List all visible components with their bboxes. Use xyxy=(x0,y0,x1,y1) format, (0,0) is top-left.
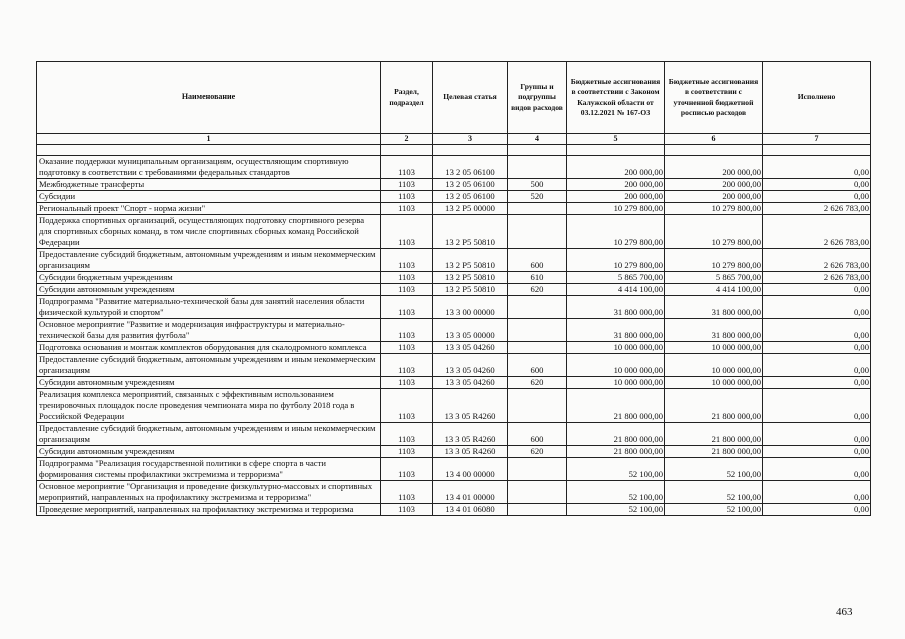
row-expense-group: 620 xyxy=(508,284,567,296)
table-row xyxy=(37,191,871,203)
row-budget-law: 10 000 000,00 xyxy=(567,377,665,389)
row-name: Основное мероприятие "Организация и проведение физкультурно-массовых и спортивных мероприятий, направленных на профилактику экстремизма и терроризма" xyxy=(37,481,381,504)
row-target-article: 13 2 P5 50810 xyxy=(433,284,508,296)
column-number: 7 xyxy=(763,134,871,145)
row-section: 1103 xyxy=(381,377,433,389)
row-target-article: 13 3 05 04260 xyxy=(433,377,508,389)
table-row xyxy=(37,342,871,354)
table-row xyxy=(37,156,871,179)
row-budget-law: 10 000 000,00 xyxy=(567,354,665,377)
header-budget-refined: Бюджетные ассигнования в соответствии с уточненной бюджетной росписью расходов xyxy=(665,62,763,134)
row-section: 1103 xyxy=(381,156,433,179)
row-executed: 0,00 xyxy=(763,458,871,481)
row-name: Поддержка спортивных организаций, осуществляющих подготовку спортивного резерва для спортивных сборных команд, в том числе спортивных сборных команд Российской Федерации xyxy=(37,215,381,249)
row-budget-refined: 21 800 000,00 xyxy=(665,423,763,446)
column-number: 5 xyxy=(567,134,665,145)
table-row xyxy=(37,481,871,504)
row-budget-law: 21 800 000,00 xyxy=(567,423,665,446)
row-executed: 0,00 xyxy=(763,284,871,296)
row-section: 1103 xyxy=(381,249,433,272)
row-budget-law: 21 800 000,00 xyxy=(567,389,665,423)
row-budget-refined: 52 100,00 xyxy=(665,481,763,504)
row-target-article: 13 3 05 R4260 xyxy=(433,389,508,423)
row-target-article: 13 2 P5 50810 xyxy=(433,215,508,249)
row-executed: 0,00 xyxy=(763,156,871,179)
row-name: Подпрограмма "Реализация государственной политики в сфере спорта в части формирования системы профилактики экстремизма и терроризма" xyxy=(37,458,381,481)
table-row xyxy=(37,249,871,272)
row-budget-law: 200 000,00 xyxy=(567,156,665,179)
row-section: 1103 xyxy=(381,342,433,354)
table-row xyxy=(37,377,871,389)
row-expense-group xyxy=(508,389,567,423)
row-name: Подпрограмма "Развитие материально-технической базы для занятий населения области физической культурой и спортом" xyxy=(37,296,381,319)
row-budget-law: 5 865 700,00 xyxy=(567,272,665,284)
row-target-article: 13 3 05 R4260 xyxy=(433,446,508,458)
row-target-article: 13 3 05 04260 xyxy=(433,354,508,377)
row-executed: 0,00 xyxy=(763,191,871,203)
row-section: 1103 xyxy=(381,203,433,215)
table-row xyxy=(37,296,871,319)
column-number: 4 xyxy=(508,134,567,145)
row-budget-law: 31 800 000,00 xyxy=(567,319,665,342)
row-executed: 0,00 xyxy=(763,342,871,354)
row-name: Региональный проект "Спорт - норма жизни" xyxy=(37,203,381,215)
row-target-article: 13 2 05 06100 xyxy=(433,156,508,179)
row-section: 1103 xyxy=(381,389,433,423)
header-target-article: Целевая статья xyxy=(433,62,508,134)
row-target-article: 13 3 00 00000 xyxy=(433,296,508,319)
row-section: 1103 xyxy=(381,272,433,284)
row-section: 1103 xyxy=(381,179,433,191)
row-expense-group xyxy=(508,203,567,215)
row-budget-law: 52 100,00 xyxy=(567,504,665,516)
column-number: 6 xyxy=(665,134,763,145)
table-body xyxy=(37,145,871,516)
row-budget-refined: 31 800 000,00 xyxy=(665,296,763,319)
table-header xyxy=(37,62,871,145)
row-executed: 0,00 xyxy=(763,504,871,516)
row-budget-refined: 31 800 000,00 xyxy=(665,319,763,342)
row-section: 1103 xyxy=(381,481,433,504)
table-row xyxy=(37,284,871,296)
row-target-article: 13 2 P5 50810 xyxy=(433,272,508,284)
row-target-article: 13 3 05 R4260 xyxy=(433,423,508,446)
row-section: 1103 xyxy=(381,354,433,377)
row-name: Подготовка основания и монтаж комплектов оборудования для скалодромного комплекса xyxy=(37,342,381,354)
row-section: 1103 xyxy=(381,296,433,319)
table-row xyxy=(37,446,871,458)
row-target-article: 13 3 05 04260 xyxy=(433,342,508,354)
row-budget-law: 200 000,00 xyxy=(567,179,665,191)
row-section: 1103 xyxy=(381,191,433,203)
row-budget-refined: 10 279 800,00 xyxy=(665,215,763,249)
table-row xyxy=(37,215,871,249)
table-row xyxy=(37,354,871,377)
header-name: Наименование xyxy=(37,62,381,134)
row-section: 1103 xyxy=(381,458,433,481)
row-budget-law: 52 100,00 xyxy=(567,458,665,481)
row-expense-group: 610 xyxy=(508,272,567,284)
row-expense-group: 520 xyxy=(508,191,567,203)
row-expense-group: 600 xyxy=(508,354,567,377)
row-name: Оказание поддержки муниципальным организациям, осуществляющим спортивную подготовку в соответствии с требованиями федеральных стандартов xyxy=(37,156,381,179)
table-row xyxy=(37,389,871,423)
row-name: Проведение мероприятий, направленных на профилактику экстремизма и терроризма xyxy=(37,504,381,516)
row-budget-refined: 200 000,00 xyxy=(665,156,763,179)
row-name: Предоставление субсидий бюджетным, автономным учреждениям и иным некоммерческим организациям xyxy=(37,423,381,446)
row-target-article: 13 4 01 00000 xyxy=(433,481,508,504)
row-executed: 0,00 xyxy=(763,296,871,319)
table-row xyxy=(37,504,871,516)
row-budget-refined: 52 100,00 xyxy=(665,458,763,481)
row-expense-group: 600 xyxy=(508,423,567,446)
row-budget-refined: 10 279 800,00 xyxy=(665,249,763,272)
row-budget-law: 10 279 800,00 xyxy=(567,203,665,215)
row-expense-group xyxy=(508,215,567,249)
row-section: 1103 xyxy=(381,284,433,296)
row-name: Субсидии бюджетным учреждениям xyxy=(37,272,381,284)
row-target-article: 13 4 00 00000 xyxy=(433,458,508,481)
row-section: 1103 xyxy=(381,215,433,249)
column-number: 2 xyxy=(381,134,433,145)
table-row xyxy=(37,203,871,215)
row-budget-refined: 5 865 700,00 xyxy=(665,272,763,284)
row-budget-law: 21 800 000,00 xyxy=(567,446,665,458)
row-budget-refined: 10 000 000,00 xyxy=(665,377,763,389)
row-name: Субсидии автономным учреждениям xyxy=(37,446,381,458)
row-executed: 0,00 xyxy=(763,423,871,446)
table-row xyxy=(37,179,871,191)
row-expense-group xyxy=(508,504,567,516)
column-number: 1 xyxy=(37,134,381,145)
row-expense-group xyxy=(508,319,567,342)
row-expense-group xyxy=(508,296,567,319)
row-budget-law: 4 414 100,00 xyxy=(567,284,665,296)
row-budget-refined: 21 800 000,00 xyxy=(665,446,763,458)
row-executed: 2 626 783,00 xyxy=(763,249,871,272)
row-section: 1103 xyxy=(381,504,433,516)
row-name: Предоставление субсидий бюджетным, автономным учреждениям и иным некоммерческим организациям xyxy=(37,354,381,377)
column-number: 3 xyxy=(433,134,508,145)
row-expense-group xyxy=(508,342,567,354)
row-budget-law: 52 100,00 xyxy=(567,481,665,504)
row-expense-group xyxy=(508,458,567,481)
row-target-article: 13 4 01 06080 xyxy=(433,504,508,516)
row-expense-group xyxy=(508,156,567,179)
row-budget-refined: 10 000 000,00 xyxy=(665,342,763,354)
row-expense-group xyxy=(508,481,567,504)
row-budget-law: 10 279 800,00 xyxy=(567,215,665,249)
header-expense-group: Группы и подгруппы видов расходов xyxy=(508,62,567,134)
row-expense-group: 600 xyxy=(508,249,567,272)
row-section: 1103 xyxy=(381,446,433,458)
row-executed: 0,00 xyxy=(763,377,871,389)
row-target-article: 13 2 05 06100 xyxy=(433,179,508,191)
header-budget-law: Бюджетные ассигнования в соответствии с Законом Калужской области от 03.12.2021 № 167-ОЗ xyxy=(567,62,665,134)
spacer-row xyxy=(37,145,871,156)
row-budget-law: 10 000 000,00 xyxy=(567,342,665,354)
row-name: Основное мероприятие "Развитие и модернизация инфраструктуры и материально-технической базы для развития футбола" xyxy=(37,319,381,342)
row-budget-refined: 21 800 000,00 xyxy=(665,389,763,423)
row-budget-refined: 200 000,00 xyxy=(665,179,763,191)
row-name: Межбюджетные трансферты xyxy=(37,179,381,191)
row-name: Предоставление субсидий бюджетным, автономным учреждениям и иным некоммерческим организациям xyxy=(37,249,381,272)
row-target-article: 13 3 05 00000 xyxy=(433,319,508,342)
row-budget-refined: 200 000,00 xyxy=(665,191,763,203)
row-name: Реализация комплекса мероприятий, связанных с эффективным использованием тренировочных площадок после проведения чемпионата мира по футболу 2018 года в Российской Федерации xyxy=(37,389,381,423)
row-expense-group: 620 xyxy=(508,446,567,458)
row-executed: 2 626 783,00 xyxy=(763,272,871,284)
row-section: 1103 xyxy=(381,319,433,342)
row-target-article: 13 2 P5 50810 xyxy=(433,249,508,272)
row-executed: 0,00 xyxy=(763,319,871,342)
table-row xyxy=(37,272,871,284)
header-section: Раздел, подраздел xyxy=(381,62,433,134)
table-row xyxy=(37,458,871,481)
row-executed: 0,00 xyxy=(763,354,871,377)
row-name: Субсидии xyxy=(37,191,381,203)
row-budget-law: 10 279 800,00 xyxy=(567,249,665,272)
table-row xyxy=(37,319,871,342)
row-budget-refined: 52 100,00 xyxy=(665,504,763,516)
row-section: 1103 xyxy=(381,423,433,446)
row-budget-refined: 10 000 000,00 xyxy=(665,354,763,377)
row-expense-group: 500 xyxy=(508,179,567,191)
row-executed: 0,00 xyxy=(763,446,871,458)
row-name: Субсидии автономным учреждениям xyxy=(37,377,381,389)
row-budget-law: 200 000,00 xyxy=(567,191,665,203)
table-row xyxy=(37,423,871,446)
row-executed: 2 626 783,00 xyxy=(763,215,871,249)
row-executed: 2 626 783,00 xyxy=(763,203,871,215)
row-target-article: 13 2 05 06100 xyxy=(433,191,508,203)
page-number: 463 xyxy=(836,606,853,618)
row-name: Субсидии автономным учреждениям xyxy=(37,284,381,296)
budget-report-sheet xyxy=(36,61,870,516)
budget-execution-table xyxy=(36,61,871,516)
row-executed: 0,00 xyxy=(763,481,871,504)
header-executed: Исполнено xyxy=(763,62,871,134)
row-expense-group: 620 xyxy=(508,377,567,389)
row-budget-refined: 10 279 800,00 xyxy=(665,203,763,215)
row-executed: 0,00 xyxy=(763,179,871,191)
row-budget-law: 31 800 000,00 xyxy=(567,296,665,319)
row-executed: 0,00 xyxy=(763,389,871,423)
row-target-article: 13 2 P5 00000 xyxy=(433,203,508,215)
row-budget-refined: 4 414 100,00 xyxy=(665,284,763,296)
